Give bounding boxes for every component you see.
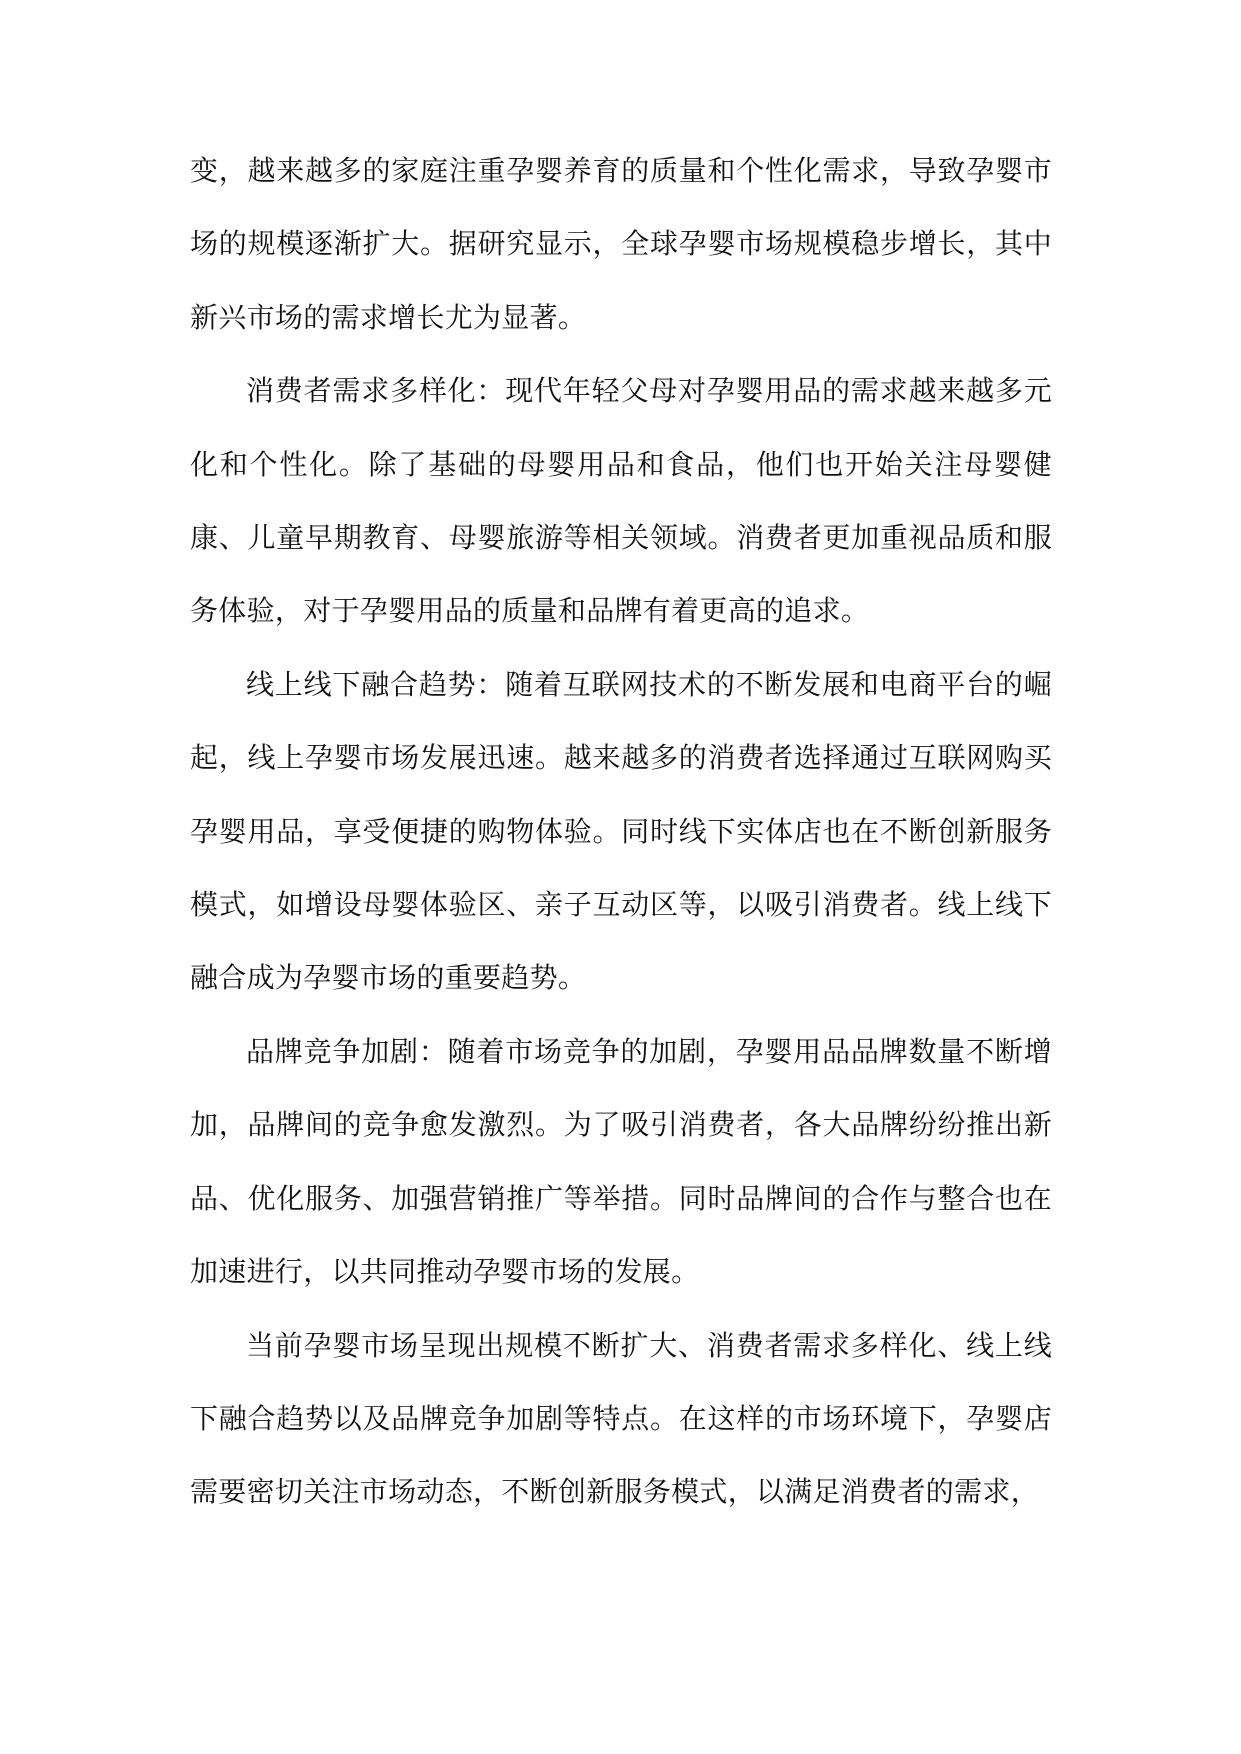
paragraph-market-growth: 变，越来越多的家庭注重孕婴养育的质量和个性化需求，导致孕婴市场的规模逐渐扩大。据研究显示，全球孕婴市场规模稳步增长，其中新兴市场的需求增长尤为显著。 [190, 154, 1052, 334]
paragraph-summary: 当前孕婴市场呈现出规模不断扩大、消费者需求多样化、线上线下融合趋势以及品牌竞争加剧等特点。在这样的市场环境下，孕婴店需要密切关注市场动态，不断创新服务模式，以满足消费者的需求， [190, 1328, 1052, 1509]
paragraph-online-offline: 线上线下融合趋势：随着互联网技术的不断发展和电商平台的崛起，线上孕婴市场发展迅速。越来越多的消费者选择通过互联网购买孕婴用品，享受便捷的购物体验。同时线下实体店也在不断创新服务模式，如增设母婴体验区、亲子互动区等，以吸引消费者。线上线下融合成为孕婴市场的重要趋势。 [190, 667, 1052, 995]
paragraph-brand-competition: 品牌竞争加剧：随着市场竞争的加剧，孕婴用品品牌数量不断增加，品牌间的竞争愈发激烈。为了吸引消费者，各大品牌纷纷推出新品、优化服务、加强营销推广等举措。同时品牌间的合作与整合也在加速进行，以共同推动孕婴市场的发展。 [190, 1034, 1052, 1289]
document-page [190, 134, 1052, 1529]
paragraph-diverse-demand: 消费者需求多样化：现代年轻父母对孕婴用品的需求越来越多元化和个性化。除了基础的母婴用品和食品，他们也开始关注母婴健康、儿童早期教育、母婴旅游等相关领域。消费者更加重视品质和服务体验，对于孕婴用品的质量和品牌有着更高的追求。 [190, 374, 1052, 628]
